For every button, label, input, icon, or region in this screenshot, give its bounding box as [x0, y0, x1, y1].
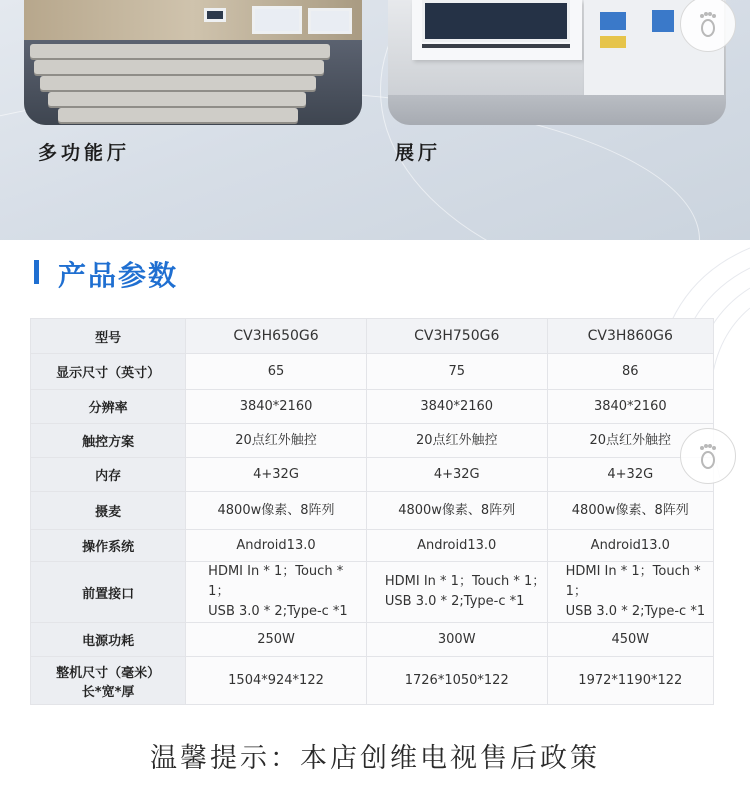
- spec-value: 250W: [186, 623, 367, 657]
- spec-value: 4800w像素、8阵列: [366, 492, 547, 530]
- table-header-row: [31, 319, 714, 354]
- spec-value: 4800w像素、8阵列: [186, 492, 367, 530]
- table-row: [31, 623, 714, 657]
- spec-value: 65: [186, 354, 367, 390]
- model-name: CV3H750G6: [366, 319, 547, 354]
- table-row: [31, 657, 714, 705]
- spec-label: 整机尺寸（毫米） 长*宽*厚: [31, 657, 186, 705]
- spec-label: 操作系统: [31, 530, 186, 562]
- spec-value: 1726*1050*122: [366, 657, 547, 705]
- spec-value: 3840*2160: [366, 390, 547, 424]
- section-title: 产品参数: [58, 259, 179, 292]
- footprint-icon: [693, 9, 723, 39]
- spec-label: 摄麦: [31, 492, 186, 530]
- spec-value: 20点红外触控: [547, 424, 713, 458]
- footprint-icon: [693, 441, 723, 471]
- spec-label: 显示尺寸（英寸）: [31, 354, 186, 390]
- spec-value: 4+32G: [547, 458, 713, 492]
- model-name: CV3H650G6: [186, 319, 367, 354]
- spec-label: 触控方案: [31, 424, 186, 458]
- table-row: [31, 562, 714, 623]
- spec-value: 300W: [366, 623, 547, 657]
- spec-value: Android13.0: [547, 530, 713, 562]
- gallery-caption: 展厅: [395, 142, 442, 164]
- spec-value: HDMI In * 1；Touch * 1； USB 3.0 * 2;Type-c *1: [366, 562, 547, 623]
- table-row: [31, 390, 714, 424]
- after-sales-note: 温馨提示：本店创维电视售后政策: [150, 743, 600, 774]
- section-accent-bar: [34, 260, 39, 284]
- gallery-caption: 多功能厅: [38, 142, 131, 164]
- spec-label: 分辨率: [31, 390, 186, 424]
- spec-value: Android13.0: [186, 530, 367, 562]
- spec-value: 4+32G: [186, 458, 367, 492]
- spec-value: 1972*1190*122: [547, 657, 713, 705]
- showroom-photo: [388, 0, 726, 125]
- spec-value: HDMI In * 1；Touch * 1； USB 3.0 * 2;Type-c *1: [186, 562, 367, 623]
- table-header-label: 型号: [31, 319, 186, 354]
- table-row: [31, 354, 714, 390]
- spec-value: 4+32G: [366, 458, 547, 492]
- table-row: [31, 424, 714, 458]
- spec-value: HDMI In * 1；Touch * 1； USB 3.0 * 2;Type-c *1: [547, 562, 713, 623]
- table-row: [31, 530, 714, 562]
- table-row: [31, 458, 714, 492]
- model-name: CV3H860G6: [547, 319, 713, 354]
- multifunction-hall-photo: [24, 0, 362, 125]
- spec-value: 75: [366, 354, 547, 390]
- spec-label: 电源功耗: [31, 623, 186, 657]
- spec-value: 20点红外触控: [186, 424, 367, 458]
- spec-table: [30, 318, 714, 705]
- table-row: [31, 492, 714, 530]
- spec-value: 3840*2160: [186, 390, 367, 424]
- spec-value: 20点红外触控: [366, 424, 547, 458]
- footprint-button[interactable]: [680, 428, 736, 484]
- spec-value: 450W: [547, 623, 713, 657]
- gallery-section: [0, 0, 750, 240]
- spec-label: 内存: [31, 458, 186, 492]
- spec-value: Android13.0: [366, 530, 547, 562]
- spec-value: 86: [547, 354, 713, 390]
- spec-value: 1504*924*122: [186, 657, 367, 705]
- spec-value: 4800w像素、8阵列: [547, 492, 713, 530]
- spec-label: 前置接口: [31, 562, 186, 623]
- spec-value: 3840*2160: [547, 390, 713, 424]
